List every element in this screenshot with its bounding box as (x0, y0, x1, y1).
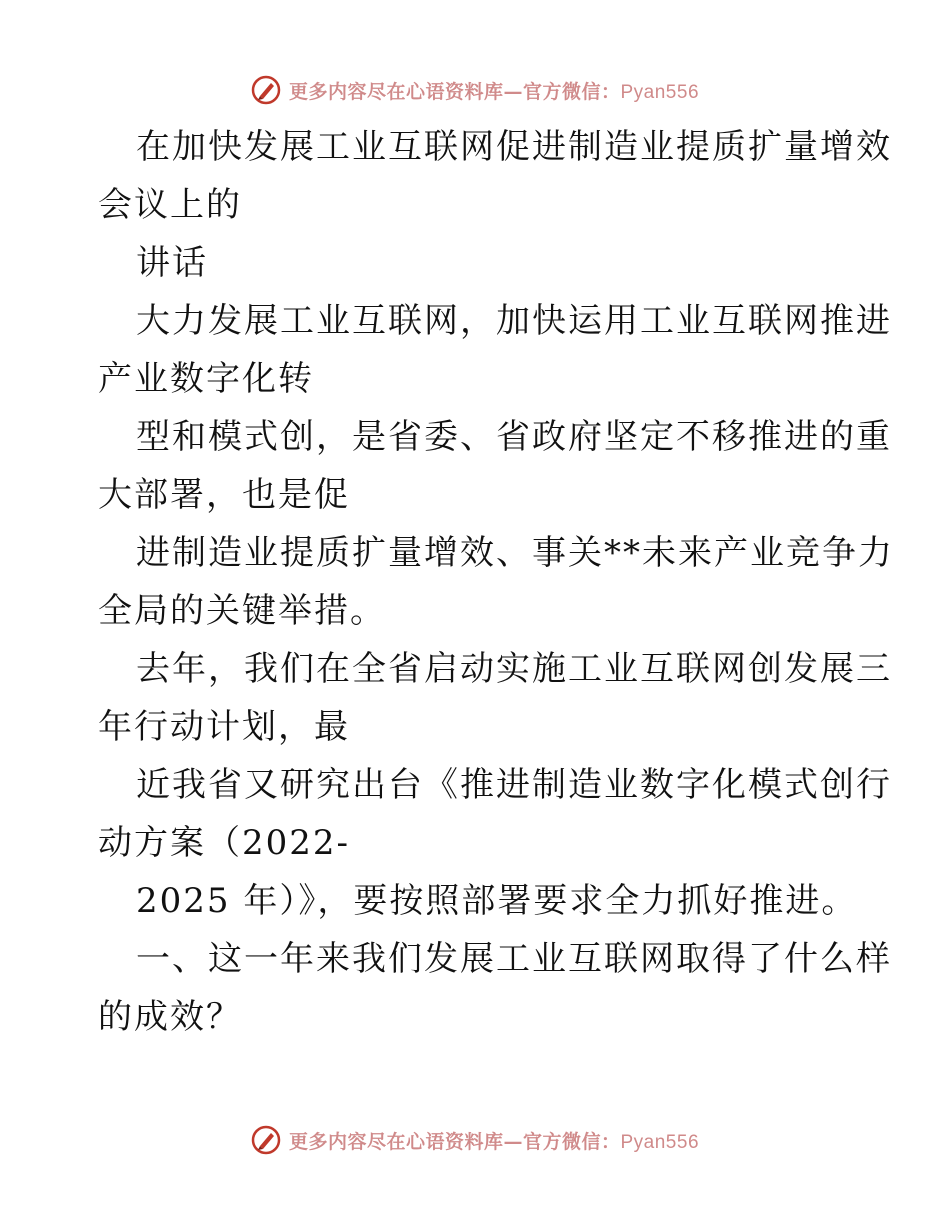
doc-line: 会议上的 (98, 185, 242, 225)
doc-line: 型和模式创，是省委、省政府坚定不移推进的重 (136, 417, 892, 457)
doc-line: 动方案（2022- (98, 823, 351, 863)
document-body (98, 118, 894, 1046)
pen-logo-icon (251, 1125, 281, 1155)
watermark-wechat-id: Pyan556 (620, 81, 700, 103)
doc-line: 年行动计划，最 (98, 707, 350, 747)
doc-line: 的成效？ (98, 997, 242, 1037)
watermark-text: 更多内容尽在心语资料库—官方微信：Pyan556 (288, 1130, 700, 1153)
doc-line: 在加快发展工业互联网促进制造业提质扩量增效 (136, 127, 892, 167)
doc-line: 近我省又研究出台《推进制造业数字化模式创行 (136, 765, 892, 805)
doc-line: 去年，我们在全省启动实施工业互联网创发展三 (136, 649, 892, 689)
doc-line: 进制造业提质扩量增效、事关**未来产业竞争力 (136, 533, 894, 573)
doc-line: 产业数字化转 (98, 359, 314, 399)
footer-watermark (0, 1120, 950, 1160)
doc-line: 全局的关键举措。 (98, 591, 386, 631)
doc-line: 大力发展工业互联网，加快运用工业互联网推进 (136, 301, 892, 341)
watermark-wechat-id: Pyan556 (620, 1131, 700, 1153)
doc-line: 2025 年）》，要按照部署要求全力抓好推进。 (136, 881, 858, 921)
watermark-text: 更多内容尽在心语资料库—官方微信：Pyan556 (288, 80, 700, 103)
pen-logo-icon (251, 75, 281, 105)
doc-line: 一、这一年来我们发展工业互联网取得了什么样 (136, 939, 892, 979)
header-watermark (0, 70, 950, 110)
doc-line: 大部署，也是促 (98, 475, 350, 515)
doc-line: 讲话 (136, 243, 208, 283)
